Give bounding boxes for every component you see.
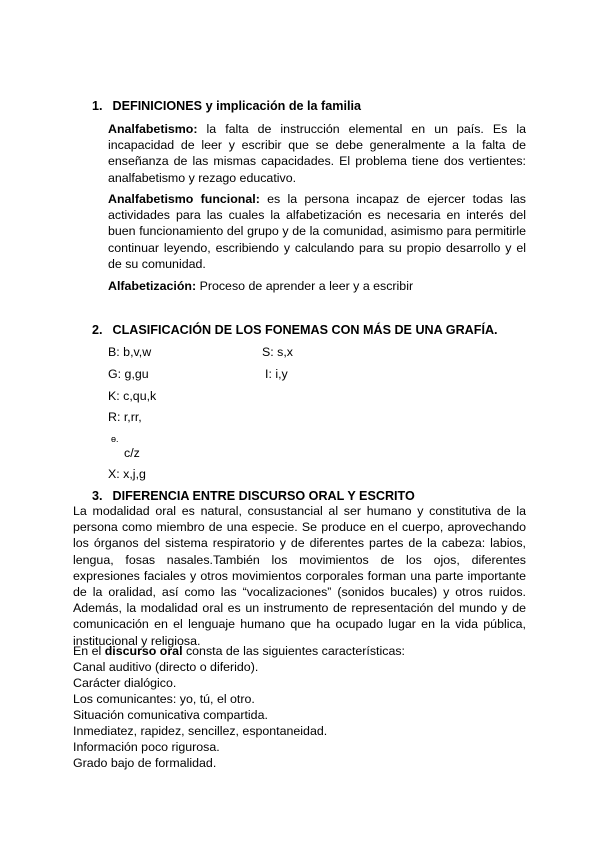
phoneme-value: c/z [124, 446, 140, 460]
phoneme-value: x,j,g [123, 467, 146, 481]
phoneme-value: b,v,w [123, 345, 152, 359]
phoneme-label: S: [262, 345, 274, 359]
intro-suffix: consta de las siguientes características: [185, 644, 405, 658]
list-item: Información poco rigurosa. [73, 740, 220, 754]
phoneme-row [265, 367, 288, 381]
phoneme-label-theta: ɵ. [111, 434, 119, 444]
definition-analfabetismo-funcional [108, 191, 526, 272]
section-1-heading [92, 99, 361, 113]
phoneme-row [262, 345, 293, 359]
phoneme-label: K: [108, 389, 120, 403]
phoneme-value: r,rr, [123, 410, 142, 424]
definition-text: es la persona incapaz de ejercer todas las actividades para las cuales la alfabetización es necesaria en interés del buen funcionamiento del grupo y de la comunidad, asimismo para permitirle continuar leyendo, escribiendo y calculando para su propio desarrollo y el de su comunidad. [108, 192, 526, 271]
section-3-number: 3. [92, 489, 103, 503]
section-3-title: DIFERENCIA ENTRE DISCURSO ORAL Y ESCRITO [112, 489, 415, 503]
section-1-title: DEFINICIONES y implicación de la familia [112, 99, 361, 113]
list-item: Los comunicantes: yo, tú, el otro. [73, 692, 255, 706]
phoneme-label: R: [108, 410, 121, 424]
phoneme-label: X: [108, 467, 120, 481]
phoneme-value: i,y [275, 367, 288, 381]
section-2-number: 2. [92, 323, 103, 337]
definition-term: Analfabetismo funcional: [108, 192, 260, 206]
section-3-heading [92, 489, 415, 503]
oral-discourse-paragraph: La modalidad oral es natural, consustancial al ser humano y constitutiva de la persona como miembro de una especie. Se produce en el cuerpo, aprovechando los órganos del sistema respiratorio y de diferentes partes de la cabeza: labios, lengua, fosas nasales.También los movimientos de los ojos, diferentes expresiones faciales y otros movimientos corporales forman una parte importante de la oralidad, así como las “vocalizaciones” (sonidos bucales) y otros ruidos. Además, la modalidad oral es un instrumento de representación del mundo y de comunicación en el lenguaje humano que ha ocupado lugar en la vida pública, institucional y religiosa. [73, 504, 526, 648]
phoneme-label: G: [108, 367, 122, 381]
definition-analfabetismo [108, 121, 526, 186]
list-item: Grado bajo de formalidad. [73, 756, 217, 770]
phoneme-value: c,qu,k [123, 389, 157, 403]
phoneme-row [108, 345, 151, 359]
list-item: Inmediatez, rapidez, sencillez, espontaneidad. [73, 724, 328, 738]
section-2-heading [92, 323, 498, 337]
section-1-number: 1. [92, 99, 103, 113]
phoneme-row [108, 367, 149, 381]
definition-term: Alfabetización: [108, 279, 197, 293]
phoneme-value: g,gu [124, 367, 149, 381]
phoneme-row [108, 389, 156, 403]
list-item: Situación comunicativa compartida. [73, 708, 268, 722]
list-item: Carácter dialógico. [73, 676, 177, 690]
phoneme-label: B: [108, 345, 120, 359]
intro-prefix: En el [73, 644, 102, 658]
list-item: Canal auditivo (directo o diferido). [73, 660, 259, 674]
definition-alfabetizacion [108, 278, 526, 294]
characteristics-intro [73, 643, 405, 659]
phoneme-row [108, 467, 146, 481]
phoneme-label: I: [265, 367, 272, 381]
phoneme-value: s,x [277, 345, 294, 359]
definition-text: Proceso de aprender a leer y a escribir [199, 279, 414, 293]
definition-term: Analfabetismo: [108, 122, 198, 136]
definition-text: la falta de instrucción elemental en un país. Es la incapacidad de leer y escribir que se debe generalmente a la falta de enseñanza de las mismas capacidades. El problema tiene dos vertientes: analfabetismo y rezago educativo. [108, 122, 527, 185]
intro-bold: discurso oral [104, 644, 183, 658]
phoneme-row [108, 410, 142, 424]
section-2-title: CLASIFICACIÓN DE LOS FONEMAS CON MÁS DE UNA GRAFÍA. [112, 323, 498, 337]
